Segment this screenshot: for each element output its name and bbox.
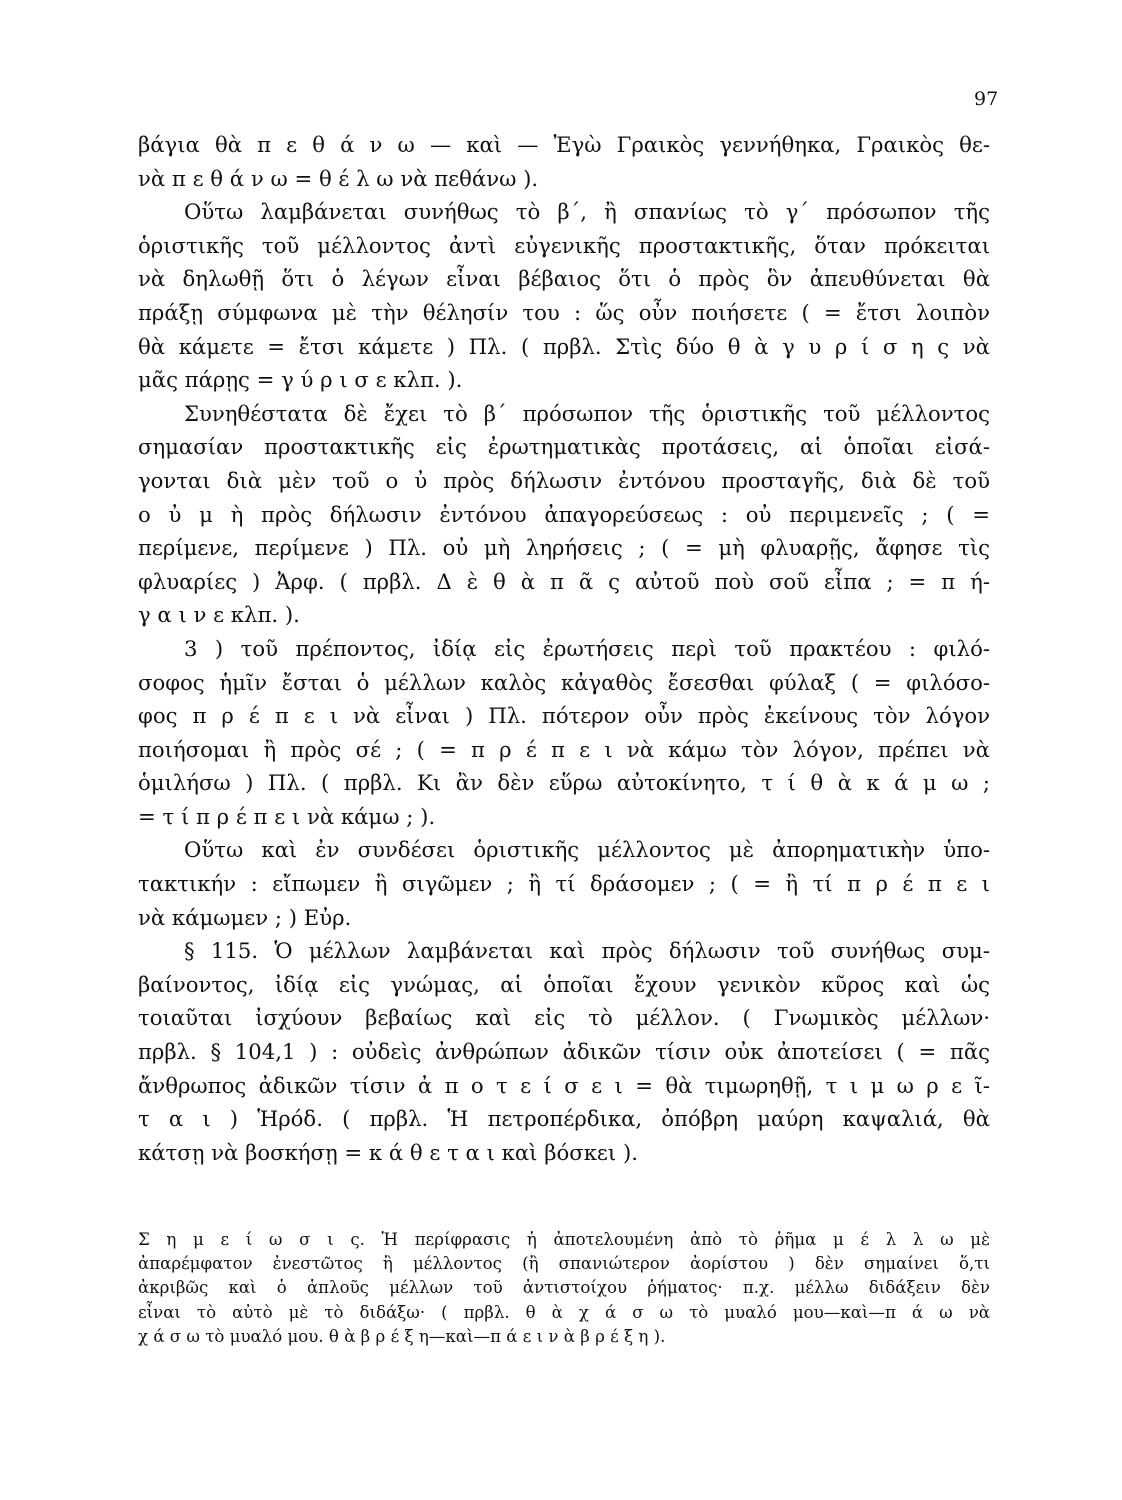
- note-line: χ ά σ ω τὸ μυαλό μου. θ ὰ β ρ έ ξ η—καὶ—π ά ε ι ν ὰ β ρ έ ξ η ).: [138, 1326, 666, 1346]
- text-line: πράξῃ σύμφωνα μὲ τὴν θέλησίν του : ὥς οὖν ποιήσετε ( = ἔτσι λοιπὸν: [138, 299, 990, 325]
- text-line: σοφος ἡμῖν ἔσται ὁ μέλλων καλὸς κἀγαθὸς ἔσεσθαι φύλαξ ( = φιλόσο-: [138, 669, 990, 695]
- text-line: νὰ π ε θ ά ν ω = θ έ λ ω νὰ πεθάνω ).: [138, 165, 539, 191]
- text-line: γονται διὰ μὲν τοῦ ο ὐ πρὸς δήλωσιν ἐντόνου προσταγῆς, διὰ δὲ τοῦ: [138, 467, 990, 493]
- text-line: 3 ) τοῦ πρέποντος, ἰδίᾳ εἰς ἐρωτήσεις περὶ τοῦ πρακτέου : φιλό-: [184, 635, 990, 661]
- text-line: φος π ρ έ π ε ι νὰ εἶναι ) Πλ. πότερον οὖν πρὸς ἐκείνους τὸν λόγον: [138, 703, 990, 729]
- page-number: 97: [974, 88, 999, 110]
- note-block: [138, 1228, 990, 1349]
- text-line: ἄνθρωπος ἀδικῶν τίσιν ἀ π ο τ ε ί σ ε ι = θὰ τιμωρηθῇ, τ ι μ ω ρ ε ῖ-: [138, 1072, 990, 1098]
- text-line: φλυαρίες ) Ἀρφ. ( πρβλ. Δ ὲ θ ὰ π ᾶ ς αὐτοῦ ποὺ σοῦ εἶπα ; = π ή-: [138, 568, 990, 594]
- note-line: ἀπαρέμφατον ἐνεστῶτος ἢ μέλλοντος (ἢ σπανιώτερον ἀορίστου ) δὲν σημαίνει ὅ,τι: [138, 1254, 990, 1274]
- note-line: ἀκριβῶς καὶ ὁ ἁπλοῦς μέλλων τοῦ ἀντιστοίχου ῥήματος· π.χ. μέλλω διδάξειν δὲν: [138, 1278, 990, 1298]
- section-heading-line: § 115. Ὁ μέλλων λαμβάνεται καὶ πρὸς δήλωσιν τοῦ συνήθως συμ-: [184, 938, 990, 964]
- text-line: τακτικήν : εἴπωμεν ἢ σιγῶμεν ; ἢ τί δράσομεν ; ( = ἢ τί π ρ έ π ε ι: [138, 871, 990, 897]
- text-line: σημασίαν προστακτικῆς εἰς ἐρωτηματικὰς προτάσεις, αἱ ὁποῖαι εἰσά-: [138, 434, 990, 460]
- text-line: βάγια θὰ π ε θ ά ν ω — καὶ — Ἐγὼ Γραικὸς γεννήθηκα, Γραικὸς θε-: [138, 132, 990, 157]
- text-line: τοιαῦται ἰσχύουν βεβαίως καὶ εἰς τὸ μέλλον. ( Γνωμικὸς μέλλων·: [138, 1005, 990, 1031]
- text-line: ο ὐ μ ὴ πρὸς δήλωσιν ἐντόνου ἀπαγορεύσεως : οὐ περιμενεῖς ; ( =: [138, 501, 990, 527]
- text-line: πρβλ. § 104,1 ) : οὐδεὶς ἀνθρώπων ἀδικῶν τίσιν οὐκ ἀποτείσει ( = πᾶς: [138, 1039, 990, 1065]
- text-line: νὰ κάμωμεν ; ) Εὐρ.: [138, 904, 352, 930]
- text-line: νὰ δηλωθῇ ὅτι ὁ λέγων εἶναι βέβαιος ὅτι ὁ πρὸς ὃν ἀπευθύνεται θὰ: [138, 266, 990, 292]
- text-line: ὁριστικῆς τοῦ μέλλοντος ἀντὶ εὐγενικῆς προστακτικῆς, ὅταν πρόκειται: [138, 232, 990, 258]
- text-line: Οὕτω καὶ ἐν συνδέσει ὁριστικῆς μέλλοντος μὲ ἀπορηματικὴν ὑπο-: [184, 837, 990, 863]
- text-line: βαίνοντος, ἰδίᾳ εἰς γνώμας, αἱ ὁποῖαι ἔχουν γενικὸν κῦρος καὶ ὡς: [138, 971, 990, 997]
- text-line: γ α ι ν ε κλπ. ).: [138, 602, 300, 628]
- text-line: περίμενε, περίμενε ) Πλ. οὐ μὴ ληρήσεις ; ( = μὴ φλυαρῇς, ἄφησε τὶς: [138, 535, 990, 561]
- main-text: [138, 128, 990, 1169]
- text-line: μᾶς πάρῃς = γ ύ ρ ι σ ε κλπ. ).: [138, 367, 463, 393]
- note-line: εἶναι τὸ αὐτὸ μὲ τὸ διδάξω· ( πρβλ. θ ὰ χ ά σ ω τὸ μυαλό μου—καὶ—π ά ω νὰ: [138, 1302, 990, 1322]
- text-line: τ α ι ) Ἡρόδ. ( πρβλ. Ἡ πετροπέρδικα, ὀπόβρη μαύρη καψαλιά, θὰ: [138, 1106, 990, 1132]
- text-line: ποιήσομαι ἢ πρὸς σέ ; ( = π ρ έ π ε ι νὰ κάμω τὸν λόγον, πρέπει νὰ: [138, 736, 990, 762]
- text-line: Συνηθέστατα δὲ ἔχει τὸ β΄ πρόσωπον τῆς ὁριστικῆς τοῦ μέλλοντος: [184, 400, 990, 426]
- text-line: = τ ί π ρ έ π ε ι νὰ κάμω ; ).: [138, 803, 436, 829]
- text-line: θὰ κάμετε = ἔτσι κάμετε ) Πλ. ( πρβλ. Στὶς δύο θ ὰ γ υ ρ ί σ η ς νὰ: [138, 333, 990, 359]
- text-line: κάτσῃ νὰ βοσκήσῃ = κ ά θ ε τ α ι καὶ βόσκει ).: [138, 1139, 638, 1165]
- note-line: Σ η μ ε ί ω σ ι ς. Ἡ περίφρασις ἡ ἀποτελουμένη ἀπὸ τὸ ῥῆμα μ έ λ λ ω μὲ: [138, 1230, 990, 1249]
- text-line: Οὕτω λαμβάνεται συνήθως τὸ β΄, ἢ σπανίως τὸ γ΄ πρόσωπον τῆς: [184, 199, 990, 225]
- text-line: ὁμιλήσω ) Πλ. ( πρβλ. Κι ἂν δὲν εὕρω αὐτοκίνητο, τ ί θ ὰ κ ά μ ω ;: [138, 770, 990, 796]
